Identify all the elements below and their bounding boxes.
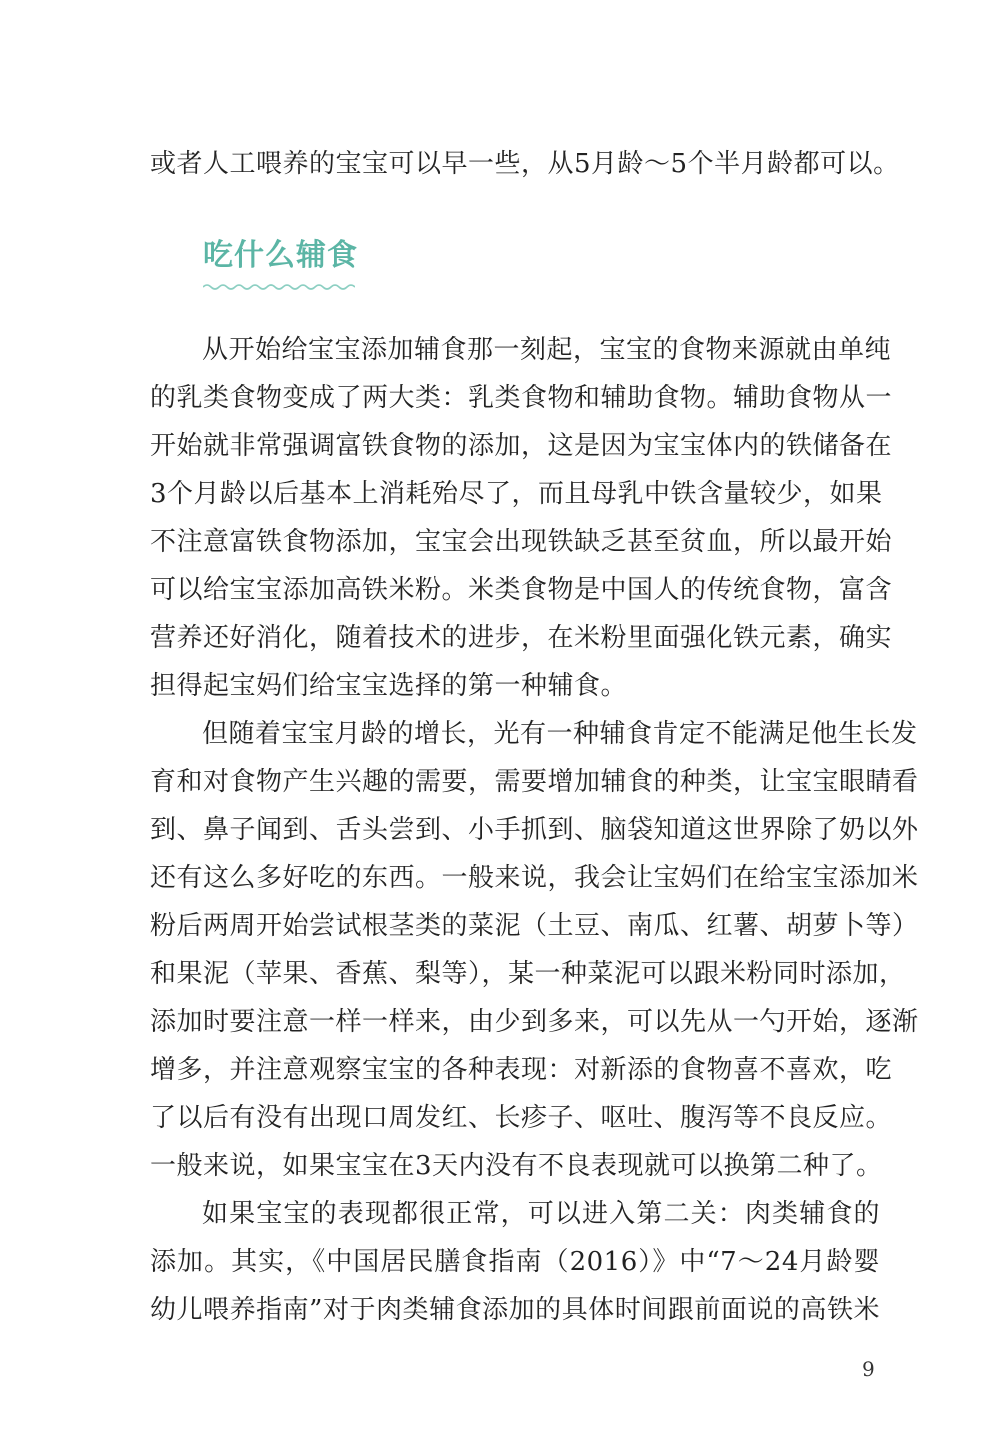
- paragraph-2-line: 了以后有没有出现口周发红、长疹子、呕吐、腹泻等不良反应。: [150, 1103, 893, 1133]
- paragraph-2-line: 和果泥（苹果、香蕉、梨等），某一种菜泥可以跟米粉同时添加，: [150, 959, 906, 989]
- paragraph-2-line: 还有这么多好吃的东西。一般来说，我会让宝妈们在给宝宝添加米: [150, 863, 919, 893]
- intro-text-line: 或者人工喂养的宝宝可以早一些，从5月龄～5个半月龄都可以。: [150, 149, 900, 179]
- paragraph-1-line: 从开始给宝宝添加辅食那一刻起，宝宝的食物来源就由单纯: [202, 335, 892, 365]
- paragraph-3-line: 添加。其实，《中国居民膳食指南（2016）》中“7～24月龄婴: [150, 1247, 880, 1277]
- paragraph-3-line: 幼儿喂养指南”对于肉类辅食添加的具体时间跟前面说的高铁米: [150, 1295, 880, 1325]
- paragraph-1-line: 的乳类食物变成了两大类：乳类食物和辅助食物。辅助食物从一: [150, 383, 893, 413]
- paragraph-2-line: 添加时要注意一样一样来，由少到多来，可以先从一勺开始，逐渐: [150, 1007, 919, 1037]
- section-heading: 吃什么辅食: [203, 238, 358, 273]
- heading-wave-underline: [203, 282, 355, 292]
- paragraph-1-line: 担得起宝妈们给宝宝选择的第一种辅食。: [150, 671, 628, 701]
- paragraph-3-line: 如果宝宝的表现都很正常，可以进入第二关：肉类辅食的: [202, 1199, 880, 1229]
- paragraph-1-line: 不注意富铁食物添加，宝宝会出现铁缺乏甚至贫血，所以最开始: [150, 527, 893, 557]
- paragraph-1-line: 3个月龄以后基本上消耗殆尽了，而且母乳中铁含量较少，如果: [150, 479, 883, 509]
- paragraph-2-line: 育和对食物产生兴趣的需要，需要增加辅食的种类，让宝宝眼睛看: [150, 767, 919, 797]
- page-number: 9: [862, 1357, 875, 1381]
- paragraph-2-line: 增多，并注意观察宝宝的各种表现：对新添的食物喜不喜欢，吃: [150, 1055, 893, 1085]
- paragraph-2-line: 粉后两周开始尝试根茎类的菜泥（土豆、南瓜、红薯、胡萝卜等）: [150, 911, 919, 941]
- paragraph-1-line: 可以给宝宝添加高铁米粉。米类食物是中国人的传统食物，富含: [150, 575, 893, 605]
- paragraph-2-line: 但随着宝宝月龄的增长，光有一种辅食肯定不能满足他生长发: [202, 719, 918, 749]
- paragraph-1-line: 开始就非常强调富铁食物的添加，这是因为宝宝体内的铁储备在: [150, 431, 893, 461]
- paragraph-1-line: 营养还好消化，随着技术的进步，在米粉里面强化铁元素，确实: [150, 623, 893, 653]
- paragraph-2-line: 一般来说，如果宝宝在3天内没有不良表现就可以换第二种了。: [150, 1151, 883, 1181]
- paragraph-2-line: 到、鼻子闻到、舌头尝到、小手抓到、脑袋知道这世界除了奶以外: [150, 815, 919, 845]
